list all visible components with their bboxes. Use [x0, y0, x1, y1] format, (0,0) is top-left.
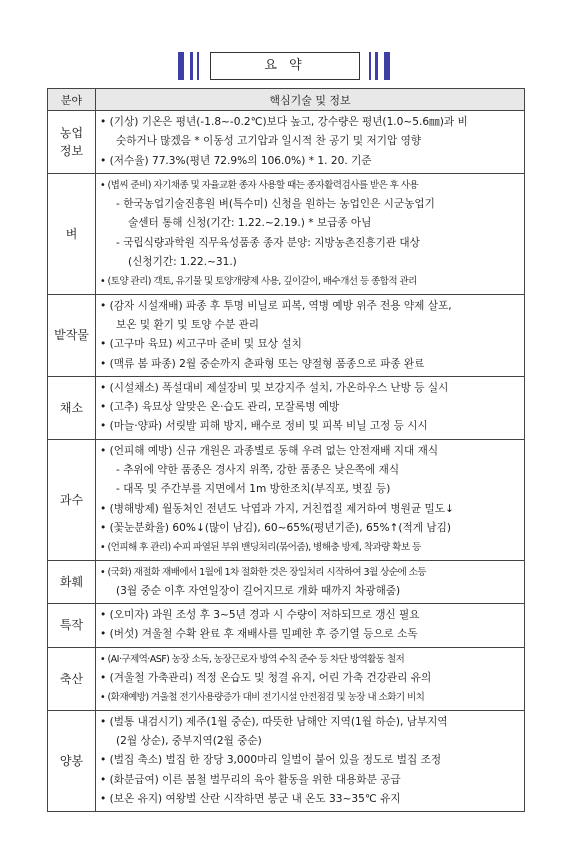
category-label: 축산 — [59, 671, 84, 686]
content-line: (3월 중순 이후 자연일장이 길어지므로 개화 때까지 차광해줌) — [116, 584, 401, 597]
title-bar-left-thin — [190, 52, 193, 80]
content-line: • (꽃눈분화율) 60%↓(많이 남김), 60~65%(평년기준), 65%↑(적게 남김) — [100, 521, 451, 534]
category-cell — [48, 439, 96, 560]
title-bar-left-hair — [197, 52, 199, 80]
title-bar-right-thick — [384, 52, 390, 80]
category-cell — [48, 710, 96, 811]
table-header-row — [48, 89, 525, 111]
content-line: • (겨울철 가축관리) 적정 온습도 및 청결 유지, 어린 가축 건강관리 유의 — [100, 672, 432, 685]
content-line: - 국립식량과학원 직무육성품종 종자 분양: 지방농촌진흥기관 대상 — [116, 236, 420, 249]
content-cell — [96, 173, 525, 294]
title-area — [0, 52, 573, 82]
table-row — [48, 560, 525, 604]
content-line: • (화분급여) 이른 봄철 벌무리의 육아 활동을 위한 대용화분 공급 — [100, 773, 401, 786]
content-line: • (맥류 봄 파종) 2월 중순까지 춘파형 또는 양절형 품종으로 파종 완료 — [100, 357, 425, 370]
content-line: • (언피해 예방) 신규 개원은 과종별로 동해 우려 없는 안전재배 지대 재식 — [100, 444, 439, 457]
category-cell — [48, 294, 96, 376]
content-line: • (벌집 축소) 벌집 한 장당 3,000마리 일벌이 붙어 있을 정도로 벌집 조정 — [100, 754, 442, 767]
title-bar-right-thin — [375, 52, 378, 80]
content-line: 보온 및 환기 및 토양 수분 관리 — [116, 318, 260, 331]
category-label: 밭작물 — [54, 328, 89, 343]
category-label: 벼 — [65, 226, 78, 241]
content-line: - 한국농업기술진흥원 벼(특수미) 신청을 원하는 농업인은 시군농업기 — [116, 198, 435, 211]
table-body — [48, 111, 525, 812]
content-line: • (고추) 육묘상 알맞은 온·습도 관리, 모잘록병 예방 — [100, 401, 340, 414]
content-line: • (화재예방) 겨울철 전기사용량증가 대비 전기시설 안전점검 및 농장 내 소화기 비치 — [100, 692, 425, 704]
content-cell — [96, 439, 525, 560]
table-row — [48, 294, 525, 376]
content-line: • (병해방제) 월동처인 전년도 낙엽과 가지, 거친껍질 제거하여 병원균 밀도↓ — [100, 502, 454, 515]
title-bar-left-thick — [178, 52, 184, 80]
header-category: 분야 — [48, 89, 96, 111]
category-label: 채소 — [59, 400, 84, 415]
content-line: • (언피해 후 관리) 수피 파열된 부위 밴딩처리(묶어줌), 병해충 방제, 착과량 확보 등 — [100, 542, 421, 554]
category-label: 정보 — [59, 143, 84, 158]
content-line: • (오미자) 과원 조성 후 3~5년 경과 시 수량이 저하되므로 갱신 필요 — [100, 609, 420, 622]
content-line: • (고구마 육묘) 씨고구마 준비 및 묘상 설치 — [100, 338, 302, 351]
content-line: • (시설채소) 폭설대비 제설장비 및 보강지주 설치, 가온하우스 난방 등 실시 — [100, 381, 449, 394]
category-cell — [48, 111, 96, 174]
category-cell — [48, 376, 96, 439]
content-line: 술센터 통해 신청(기간: 1.22.~2.19.) * 보급종 아님 — [128, 217, 372, 230]
content-line: 숫하거나 많겠음 * 이동성 고기압과 일시적 찬 공기 및 저기압 영향 — [116, 135, 422, 148]
content-line: • (볍씨 준비) 자기채종 및 자율교환 종자 사용할 때는 종자활력검사를 받은 후 사용 — [100, 179, 419, 191]
category-cell — [48, 173, 96, 294]
content-cell — [96, 294, 525, 376]
content-line: • (기상) 기온은 평년(-1.8~-0.2℃)보다 높고, 강수량은 평년(1.0~5.6㎜)과 비 — [100, 116, 468, 128]
category-label: 화훼 — [59, 574, 84, 589]
content-line: • (토양 관리) 객토, 유기물 및 토양개량제 사용, 깊이갈이, 배수개선 등 종합적 관리 — [100, 276, 417, 288]
content-line: - 대목 및 주간부를 지면에서 1m 방한조치(부직포, 볏짚 등) — [116, 483, 391, 496]
category-label: 농업 — [59, 125, 84, 140]
content-line: • (감자 시설재배) 파종 후 투명 비닐로 피복, 역병 예방 위주 전용 약제 살포, — [100, 299, 452, 312]
content-cell — [96, 111, 525, 174]
category-label: 특작 — [59, 618, 84, 633]
title-bar-right-hair — [369, 52, 371, 80]
content-line: • (AI·구제역·ASF) 농장 소독, 농장근로자 방역 수칙 준수 등 차단 방역활동 철저 — [100, 653, 405, 665]
content-line: • (마늘·양파) 서릿발 피해 방지, 배수로 정비 및 피복 비닐 고정 등 시시 — [100, 420, 428, 433]
content-line: (신청기간: 1.22.~31.) — [128, 256, 237, 269]
table-row — [48, 111, 525, 174]
category-label: 양봉 — [59, 753, 84, 768]
content-cell — [96, 560, 525, 604]
table-row — [48, 647, 525, 710]
category-cell — [48, 604, 96, 648]
table-row — [48, 604, 525, 648]
page-title: 요 약 — [210, 52, 360, 80]
content-line: • (국화) 재절화 재배에서 1월에 1차 절화한 것은 장일처리 시작하여 3월 상순에 소등 — [100, 566, 426, 578]
table-row — [48, 439, 525, 560]
table-row — [48, 376, 525, 439]
content-line: (2월 상순), 중부지역(2월 중순) — [116, 734, 262, 747]
table-row — [48, 710, 525, 811]
category-cell — [48, 647, 96, 710]
table-row — [48, 173, 525, 294]
summary-table — [47, 88, 525, 812]
category-label: 과수 — [59, 492, 84, 507]
content-line: • (저수율) 77.3%(평년 72.9%의 106.0%) * 1. 20. 기준 — [100, 154, 372, 167]
content-line: • (보온 유지) 여왕벌 산란 시작하면 봉군 내 온도 33~35℃ 유지 — [100, 792, 401, 805]
content-cell — [96, 710, 525, 811]
content-cell — [96, 376, 525, 439]
header-content: 핵심기술 및 정보 — [96, 89, 525, 111]
content-cell — [96, 604, 525, 648]
content-line: - 추위에 약한 품종은 경사지 위쪽, 강한 품종은 낮은쪽에 재식 — [116, 464, 400, 477]
category-cell — [48, 560, 96, 604]
content-cell — [96, 647, 525, 710]
content-line: • (벌통 내검시기) 제주(1월 중순), 따뜻한 남해안 지역(1월 하순), 남부지역 — [100, 715, 448, 728]
content-line: • (버섯) 겨울철 수확 완료 후 재배사를 밀폐한 후 증기열 등으로 소독 — [100, 628, 418, 641]
